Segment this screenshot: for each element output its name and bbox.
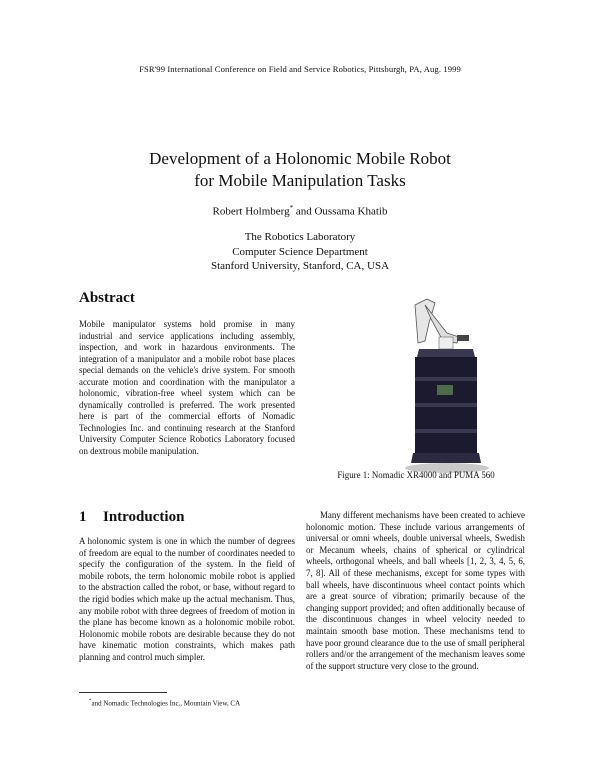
base-band-1 [415,377,477,381]
paper-title [0,148,600,192]
affiliation-department: Computer Science Department [232,245,368,258]
footnote-mark: * [289,204,294,212]
title-line-2: for Mobile Manipulation Tasks [194,171,406,190]
footnote-marker: * [89,699,92,704]
base-top [417,349,475,357]
introduction-left-text: A holonomic system is one in which the number of degrees of freedom are equal to the number of coordinates needed to specify the configuration of the system. In the field of mobile robots, the term holonomic mobile robot is applied to the abstraction called the robot, or base, without regard to the rigid bodies which make up the actual mechanism. Thus, any mobile robot with three degrees of freedom of motion in the plane has become known as a holonomic mobile robot. Holonomic mobile robots are desirable because they do not have kinematic motion constraints, which makes path planning and control much simpler. [79,536,295,662]
abstract-heading: Abstract [79,290,135,306]
puma-gripper [457,335,469,341]
base-band-3 [415,429,477,433]
base-panel [437,385,453,395]
base-band-2 [415,403,477,407]
footnote-rule [79,692,167,693]
footnote-text: and Nomadic Technologies Inc., Mountain View, CA [91,699,241,708]
robot-figure [385,293,505,473]
running-head: FSR'99 International Conference on Field and Service Robotics, Pittsburgh, PA, Aug. 1999 [139,64,461,74]
introduction-right-text: Many different mechanisms have been created to achieve holonomic motion. These include various arrangements of universal or omni wheels, double universal wheels, Swedish or Mecanum wheels, chains of spherical or cylindrical wheels, orthogonal wheels, and ball wheels [1, 2, 3, 4, 5, 6, 7, 8]. All of these mechanisms, except for some types with ball wheels, have discontinuous wheel contact points which are a great source of vibration; primarily because of the changing support provided; and often additionally because of the discontinuous changes in wheel velocity needed to maintain smooth base motion. These mechanisms tend to have poor ground clearance due to the use of small peripheral rollers and/or the arrangement of the mechanism leaves some of the support structure very close to the ground. [306,510,525,671]
author-names-1: Robert Holmberg [212,205,290,218]
title-line-1: Development of a Holonomic Mobile Robot [149,149,451,168]
puma-column [439,337,453,349]
affiliation-lab: The Robotics Laboratory [244,231,356,243]
section-heading-introduction [79,509,184,526]
affiliation [0,230,600,274]
section-title: Introduction [103,509,185,525]
authors [0,204,600,218]
abstract-text: Mobile manipulator systems hold promise in many industrial and service applications including assembly, inspection, and work in hazardous environments. The integration of a manipulator and a mobile robot base places special demands on the vehicle's drive system. For smooth accurate motion and coordination with the manipulator a holonomic, vibration-free wheel system which can be dynamically controlled is preferred. The work presented here is part of the commercial efforts of Nomadic Technologies Inc. and continuing research at the Stanford University Computer Science Robotics Laboratory focused on dextrous mobile manipulation. [79,319,295,456]
section-number: 1 [79,509,87,525]
figure-caption: Figure 1: Nomadic XR4000 and PUMA 560 [337,470,495,480]
base-skirt [411,453,481,463]
robot-photo [385,293,505,473]
author-names-2: and Oussama Khatib [293,205,388,218]
affiliation-university: Stanford University, Stanford, CA, USA [210,260,390,272]
footnote [79,699,295,707]
